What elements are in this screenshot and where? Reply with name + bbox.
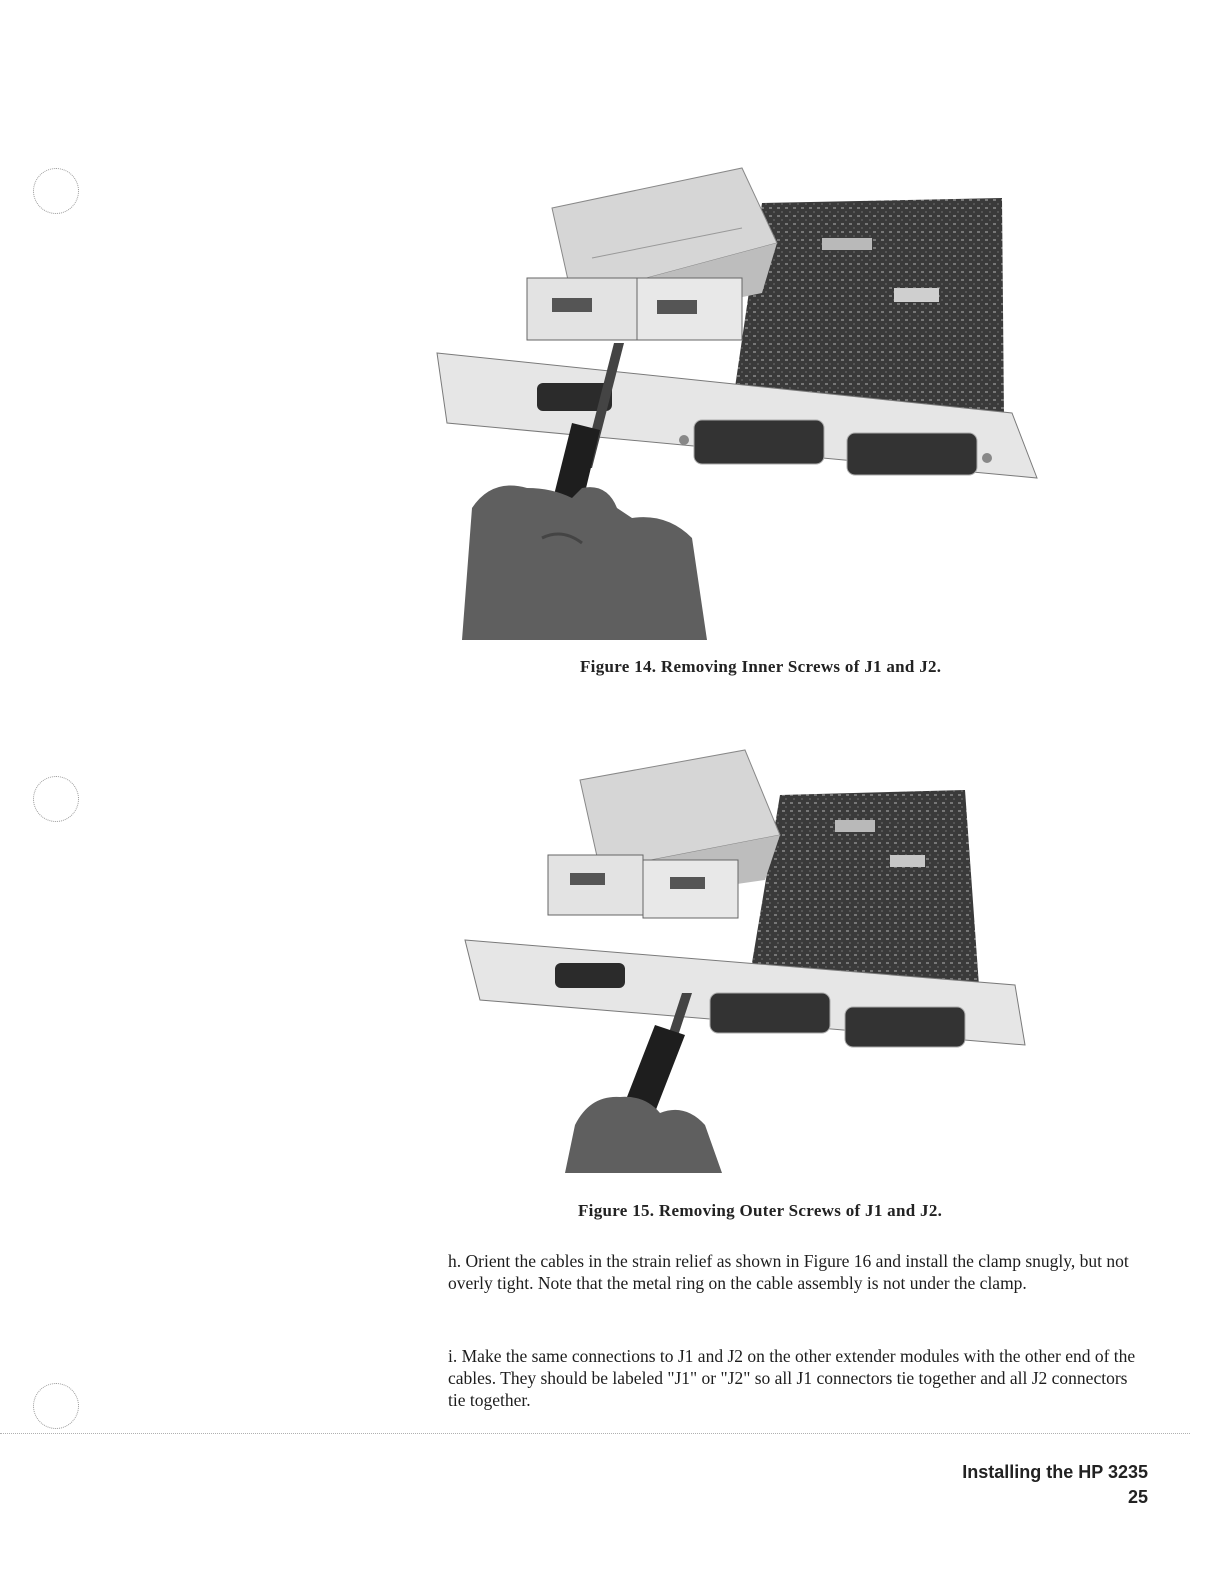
- step-i-paragraph: i. Make the same connections to J1 and J2 on the other extender modules with the other end of the cables. They should be labeled "J1" or "J2" so all J1 connectors tie together and all J2 connectors tie together.: [448, 1346, 1136, 1410]
- figure-15-caption: Figure 15. Removing Outer Screws of J1 and J2.: [578, 1201, 943, 1220]
- step-h-paragraph: h. Orient the cables in the strain relief as shown in Figure 16 and install the clamp snugly, but not overly tight. Note that the metal ring on the cable assembly is not under the clamp.: [448, 1251, 1129, 1293]
- figure-14-photo: [432, 158, 1042, 640]
- binder-hole-bottom: [33, 1383, 79, 1429]
- binder-hole-middle: [33, 776, 79, 822]
- figure-15-photo: [460, 745, 1030, 1173]
- binder-hole-top: [33, 168, 79, 214]
- page-number: 25: [1127, 1487, 1148, 1507]
- footer-rule: [0, 1433, 1190, 1434]
- figure-14-caption: Figure 14. Removing Inner Screws of J1 and J2.: [580, 657, 942, 676]
- footer-title: Installing the HP 3235: [962, 1462, 1148, 1482]
